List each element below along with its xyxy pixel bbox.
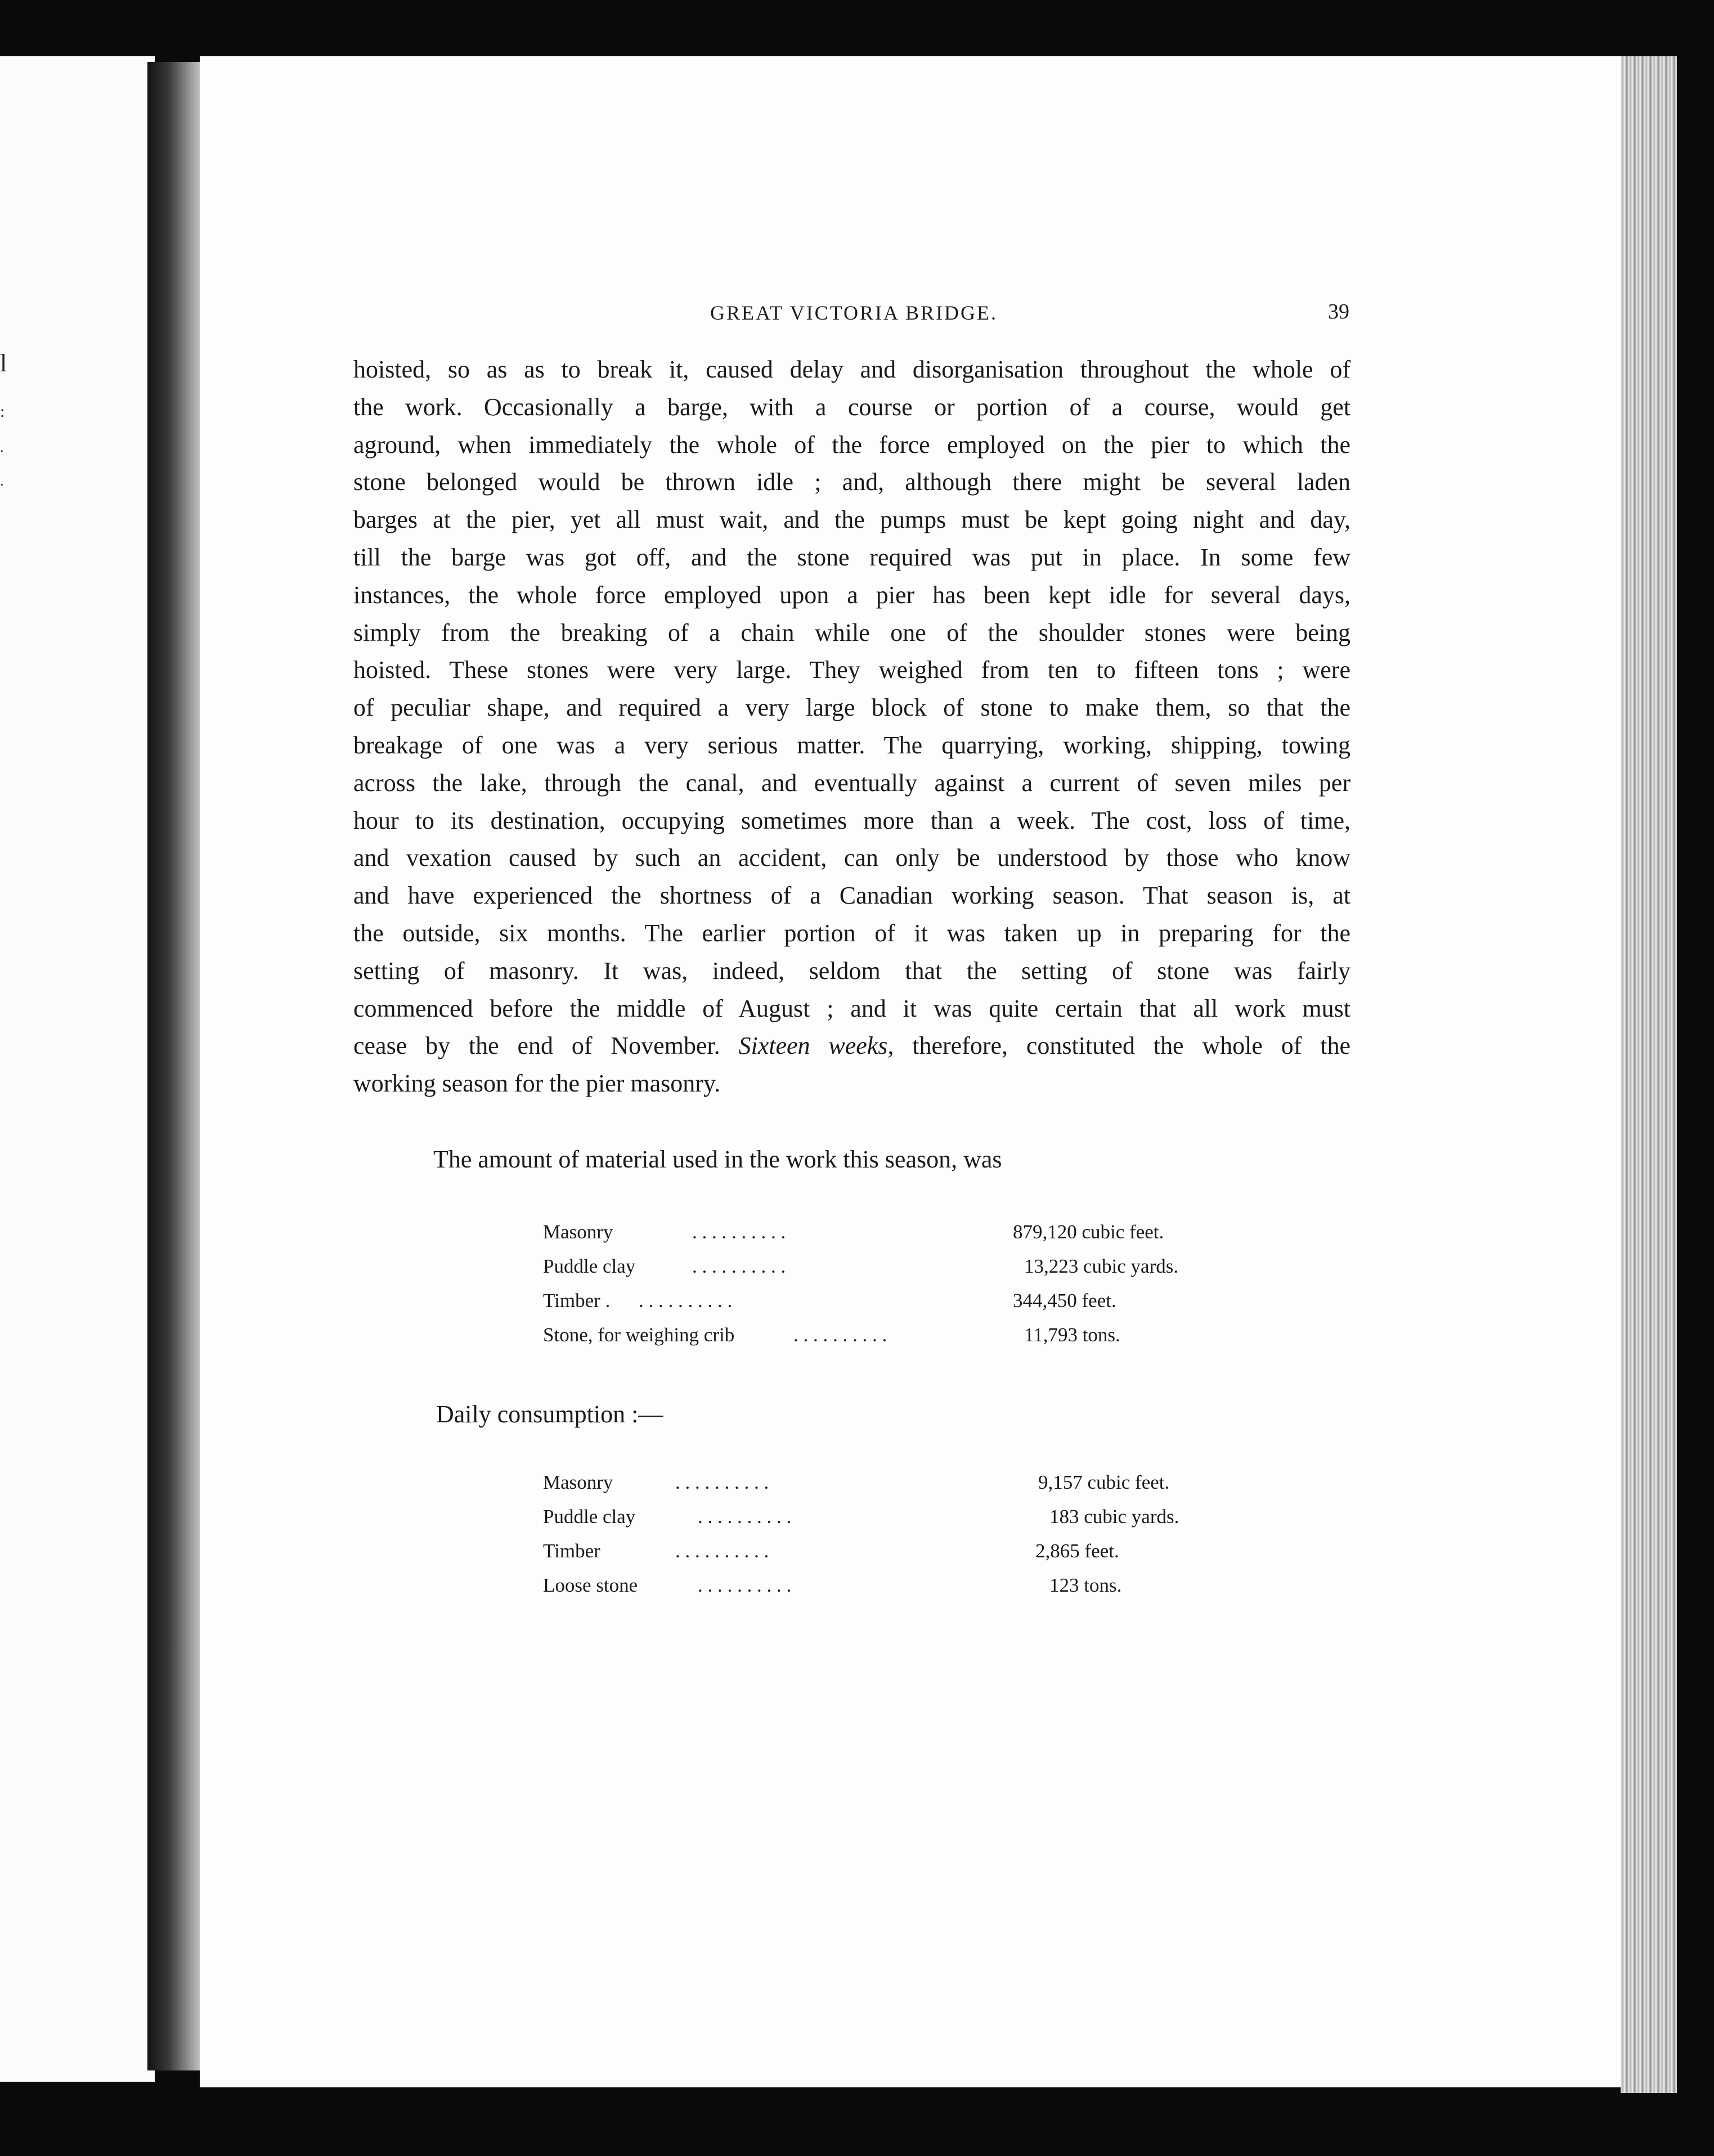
material-amount: 183 cubic yards. bbox=[1049, 1506, 1179, 1528]
material-amount: 123 tons. bbox=[1049, 1574, 1122, 1596]
text-line: and vexation caused by such an accident, can only be understood by those who know bbox=[353, 844, 1350, 872]
material-label: Puddle clay bbox=[543, 1506, 636, 1528]
running-head: GREAT VICTORIA BRIDGE. bbox=[710, 302, 998, 324]
table-row bbox=[543, 1540, 1275, 1574]
text-line: hoisted, so as as to break it, caused delay and disorganisation throughout the whole of bbox=[353, 356, 1350, 383]
material-label: Loose stone bbox=[543, 1574, 638, 1596]
text-line: and have experienced the shortness of a Canadian working season. That season is, at bbox=[353, 882, 1350, 910]
text-line: the outside, six months. The earlier portion of it was taken up in preparing for the bbox=[353, 919, 1350, 947]
season-materials-table bbox=[543, 1221, 1275, 1358]
dot-leader: . . . . . . . . . . bbox=[692, 1255, 786, 1277]
daily-consumption-table bbox=[543, 1471, 1275, 1609]
material-amount: 13,223 cubic yards. bbox=[1024, 1255, 1179, 1277]
text-line-final: working season for the pier masonry. bbox=[353, 1070, 721, 1098]
text-line: aground, when immediately the whole of the force employed on the pier to which the bbox=[353, 430, 1350, 459]
text-line: across the lake, through the canal, and eventually against a current of seven miles per bbox=[353, 769, 1350, 797]
text-line: simply from the breaking of a chain while one of the shoulder stones were being bbox=[353, 618, 1350, 646]
materials-intro: The amount of material used in the work this season, was bbox=[433, 1146, 1002, 1173]
table-row bbox=[543, 1255, 1275, 1290]
text-line: stone belonged would be thrown idle ; and, although there might be several laden bbox=[353, 468, 1350, 496]
text-line: barges at the pier, yet all must wait, and the pumps must be kept going night and day, bbox=[353, 506, 1350, 534]
table-row bbox=[543, 1324, 1275, 1358]
facing-page bbox=[0, 56, 155, 2082]
table-row bbox=[543, 1574, 1275, 1609]
body-paragraph bbox=[353, 351, 1350, 1103]
table-row bbox=[543, 1290, 1275, 1324]
dot-leader: . . . . . . . . . . bbox=[675, 1540, 769, 1562]
text-line: till the barge was got off, and the stone required was put in place. In some few bbox=[353, 543, 1350, 571]
material-label: Stone, for weighing crib bbox=[543, 1324, 735, 1346]
text-line: hoisted. These stones were very large. They weighed from ten to fifteen tons ; were bbox=[353, 656, 1350, 684]
dot-leader: . . . . . . . . . . bbox=[675, 1471, 769, 1493]
text-line: instances, the whole force employed upon a pier has been kept idle for several days, bbox=[353, 581, 1350, 609]
table-row bbox=[543, 1471, 1275, 1506]
text-line: hour to its destination, occupying sometimes more than a week. The cost, loss of time, bbox=[353, 806, 1350, 834]
dot-leader: . . . . . . . . . . bbox=[639, 1290, 733, 1311]
material-amount: 879,120 cubic feet. bbox=[1013, 1221, 1164, 1243]
dot-leader: . . . . . . . . . . bbox=[698, 1574, 792, 1596]
text-line: commenced before the middle of August ; and it was quite certain that all work must bbox=[353, 994, 1350, 1022]
text-run: cease by the end of November. bbox=[353, 1032, 739, 1060]
daily-consumption-heading: Daily consumption :— bbox=[436, 1400, 663, 1428]
table-row bbox=[543, 1221, 1275, 1255]
dot-leader: . . . . . . . . . . bbox=[692, 1221, 786, 1243]
italic-phrase: Sixteen weeks, bbox=[738, 1032, 894, 1060]
page-stack-edges bbox=[1621, 56, 1677, 2093]
material-label: Masonry bbox=[543, 1471, 613, 1493]
text-line: of peculiar shape, and required a very large block of stone to make them, so that the bbox=[353, 694, 1350, 722]
text-line: setting of masonry. It was, indeed, seldom that the setting of stone was fairly bbox=[353, 956, 1350, 985]
material-label: Masonry bbox=[543, 1221, 613, 1243]
text-run: therefore, constituted the whole of the bbox=[894, 1032, 1350, 1060]
dot-leader: . . . . . . . . . . bbox=[698, 1506, 792, 1528]
material-amount: 11,793 tons. bbox=[1024, 1324, 1120, 1346]
dot-leader: . . . . . . . . . . bbox=[793, 1324, 887, 1346]
material-amount: 9,157 cubic feet. bbox=[1038, 1471, 1170, 1493]
material-amount: 2,865 feet. bbox=[1035, 1540, 1119, 1562]
material-label: Timber . bbox=[543, 1290, 611, 1311]
material-label: Puddle clay bbox=[543, 1255, 636, 1277]
table-row bbox=[543, 1506, 1275, 1540]
material-amount: 344,450 feet. bbox=[1013, 1290, 1116, 1311]
text-line: the work. Occasionally a barge, with a course or portion of a course, would get bbox=[353, 393, 1350, 421]
text-line-sixteen-weeks bbox=[353, 1027, 1350, 1065]
text-line: breakage of one was a very serious matter. The quarrying, working, shipping, towing bbox=[353, 731, 1350, 759]
page-number: 39 bbox=[1328, 300, 1349, 324]
material-label: Timber bbox=[543, 1540, 600, 1562]
